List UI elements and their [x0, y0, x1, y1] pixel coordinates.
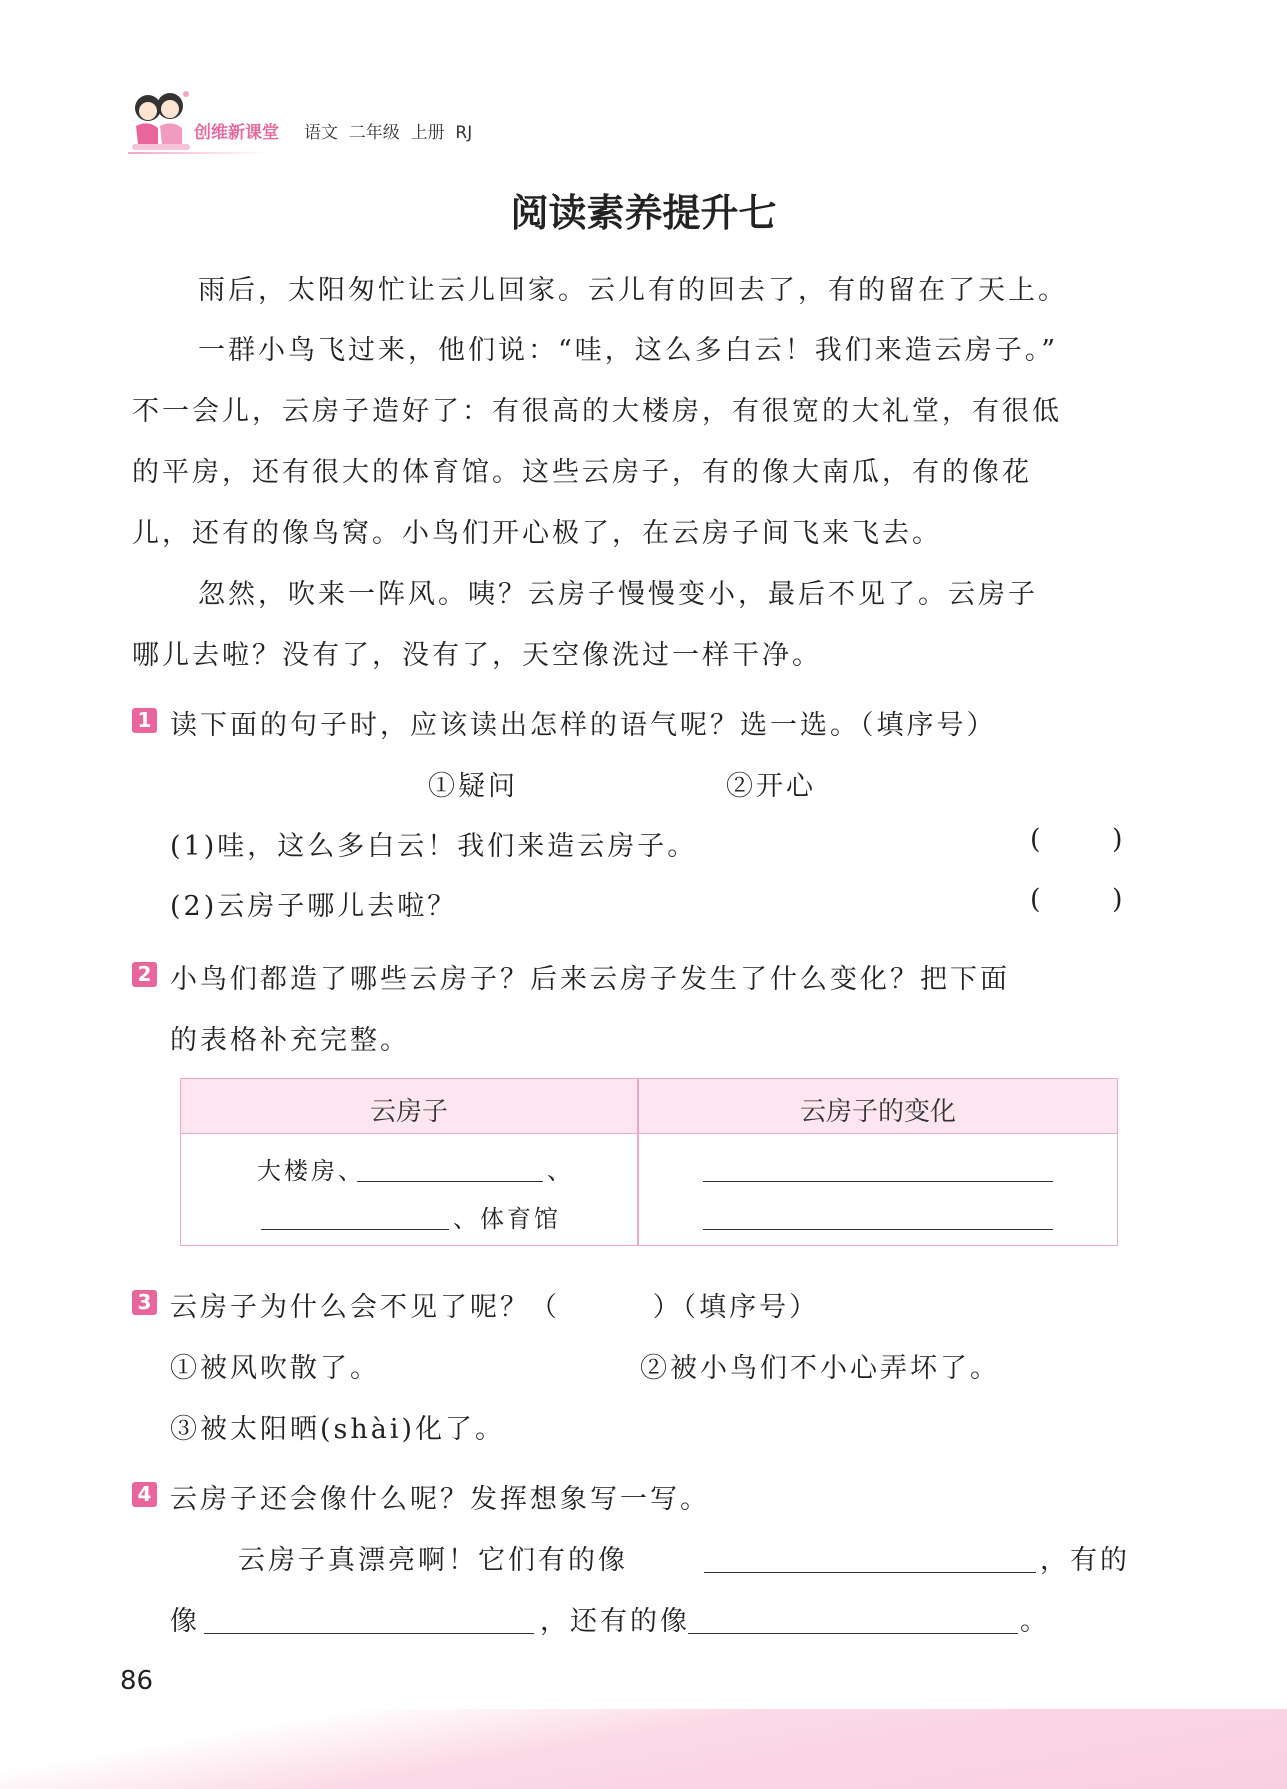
question-number-badge: 4 [132, 1482, 157, 1507]
question-2-prompt-line-1: 小鸟们都造了哪些云房子？后来云房子发生了什么变化？把下面 [170, 964, 1010, 995]
passage-paragraph-3-line-2: 哪儿去啦？没有了，没有了，天空像洗过一样干净。 [132, 640, 822, 671]
table-header [181, 1079, 1117, 1134]
question-1-sentence-1: (1)哇，这么多白云！我们来造云房子。 [170, 831, 698, 862]
header-divider [128, 152, 268, 154]
option-question-tone: ①疑问 [428, 771, 518, 802]
table-header-cloud-house: 云房子 [369, 1097, 448, 1127]
answer-blank[interactable] [204, 1633, 534, 1634]
answer-paren-close: ) [1112, 884, 1123, 915]
question-4-line-1-text-end: ，有的 [1040, 1545, 1130, 1576]
answer-paren-open: ( [1030, 824, 1041, 855]
answer-paren-open: ( [1030, 884, 1041, 915]
question-4-line-2-text-mid: ，还有的像 [540, 1606, 690, 1637]
option-happy-tone: ②开心 [726, 771, 816, 802]
answer-paren-close: ) [1112, 824, 1123, 855]
table-cell-text: 、体育馆 [453, 1205, 561, 1233]
question-number-badge: 2 [132, 962, 157, 987]
question-number-badge: 1 [132, 708, 157, 733]
passage-paragraph-2-line-1: 一群小鸟飞过来，他们说：“哇，这么多白云！我们来造云房子。” [198, 335, 1059, 366]
question-4-line-2-text: 像 [170, 1606, 200, 1637]
page-header [128, 86, 1128, 156]
question-1-sentence-2: (2)云房子哪儿去啦？ [170, 891, 458, 922]
question-3-option-3: ③被太阳晒(shài)化了。 [170, 1414, 506, 1445]
table-column-divider [637, 1079, 639, 1245]
passage-paragraph-2-line-4: 儿，还有的像鸟窝。小鸟们开心极了，在云房子间飞来飞去。 [132, 518, 942, 549]
answer-blank[interactable] [703, 1181, 1053, 1182]
question-4-line-2-text-end: 。 [1020, 1606, 1050, 1637]
passage-paragraph-3-line-1: 忽然，吹来一阵风。咦？云房子慢慢变小，最后不见了。云房子 [198, 579, 1038, 610]
question-4-prompt: 云房子还会像什么呢？发挥想象写一写。 [170, 1484, 710, 1515]
question-2-prompt-line-2: 的表格补充完整。 [170, 1025, 410, 1056]
passage-paragraph-2-line-3: 的平房，还有很大的体育馆。这些云房子，有的像大南瓜，有的像花 [132, 457, 1032, 488]
footer-decoration [0, 1709, 1287, 1789]
question-4-line-1-text: 云房子真漂亮啊！它们有的像 [238, 1545, 628, 1576]
answer-blank[interactable] [703, 1229, 1053, 1230]
answer-blank[interactable] [357, 1181, 543, 1182]
table-header-change: 云房子的变化 [799, 1097, 956, 1127]
page-number: 86 [120, 1666, 154, 1696]
answer-blank[interactable] [688, 1633, 1018, 1634]
answer-blank[interactable] [261, 1229, 449, 1230]
question-3-option-1: ①被风吹散了。 [170, 1353, 380, 1384]
question-3-option-2: ②被小鸟们不小心弄坏了。 [640, 1353, 1000, 1384]
table-cell-text: 大楼房、 [257, 1157, 365, 1185]
answer-blank[interactable] [704, 1572, 1036, 1573]
question-3-prompt: 云房子为什么会不见了呢？（ ）（填序号） [170, 1292, 820, 1323]
question-1-prompt: 读下面的句子时，应该读出怎样的语气呢？选一选。（填序号） [170, 710, 997, 741]
book-info: 语文 二年级 上册 RJ [304, 123, 473, 143]
question-number-badge: 3 [132, 1290, 157, 1315]
brand-name: 创维新课堂 [194, 123, 279, 143]
cloud-house-table [180, 1078, 1118, 1246]
page-title: 阅读素养提升七 [510, 191, 777, 235]
mascot-kids-icon [128, 86, 194, 156]
passage-paragraph-1: 雨后，太阳匆忙让云儿回家。云儿有的回去了，有的留在了天上。 [198, 275, 1068, 306]
table-cell-separator: 、 [547, 1157, 574, 1185]
passage-paragraph-2-line-2: 不一会儿，云房子造好了：有很高的大楼房，有很宽的大礼堂，有很低 [132, 396, 1062, 427]
